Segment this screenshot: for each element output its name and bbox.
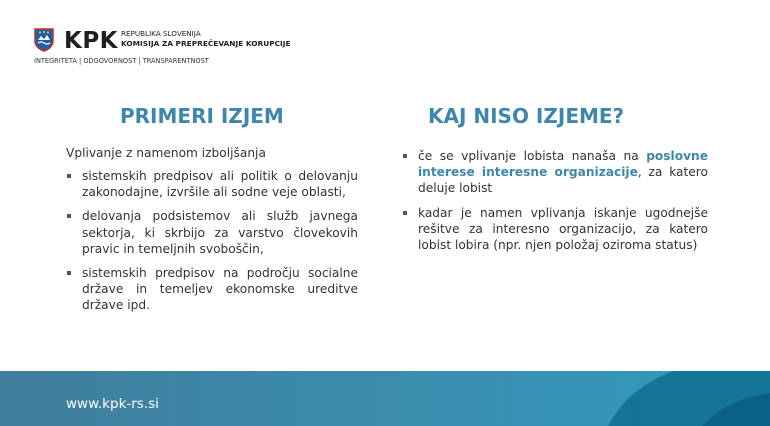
right-bullet-list xyxy=(402,148,708,261)
list-item: sistemskih predpisov ali politik o delovanju zakonodajne, izvršile ali sodne veje oblasti, xyxy=(66,168,358,200)
footer-band xyxy=(0,371,770,426)
bullet-square-icon xyxy=(67,214,71,218)
list-item: sistemskih predpisov na področju socialne države in temeljev ekonomske ureditve države ipd. xyxy=(66,265,358,314)
highlighted-text: poslovne interese interesne organizacije xyxy=(418,149,708,180)
right-column-title: KAJ NISO IZJEME? xyxy=(428,104,625,128)
org-name: KOMISIJA ZA PREPREČEVANJE KORUPCIJE xyxy=(121,39,291,48)
list-item: delovanja podsistemov ali služb javnega sektorja, ki skrbijo za varstvo človekovih pravic in temeljnih svoboščin, xyxy=(66,208,358,257)
bullet-square-icon xyxy=(403,154,407,158)
logo-text: KPK xyxy=(64,28,119,54)
list-item: kadar je namen vplivanja iskanje ugodnejše rešitve za interesno organizacijo, za katero lobist lobira (npr. njen položaj oziroma status) xyxy=(402,205,708,254)
website-link[interactable]: www.kpk-rs.si xyxy=(66,396,159,412)
header xyxy=(34,26,354,72)
coat-of-arms-icon xyxy=(34,28,54,52)
tagline: INTEGRITETA | ODGOVORNOST | TRANSPARENTNOST xyxy=(34,57,209,65)
bullet-square-icon xyxy=(67,271,71,275)
left-bullet-list xyxy=(66,168,358,322)
bullet-square-icon xyxy=(403,211,407,215)
left-intro: Vplivanje z namenom izboljšanja xyxy=(66,146,266,160)
list-item: če se vplivanje lobista nanaša na poslovne interese interesne organizacije, za katero deluje lobist xyxy=(402,148,708,197)
org-country: REPUBLIKA SLOVENIJA xyxy=(121,29,201,38)
bullet-square-icon xyxy=(67,174,71,178)
left-column-title: PRIMERI IZJEM xyxy=(120,104,284,128)
